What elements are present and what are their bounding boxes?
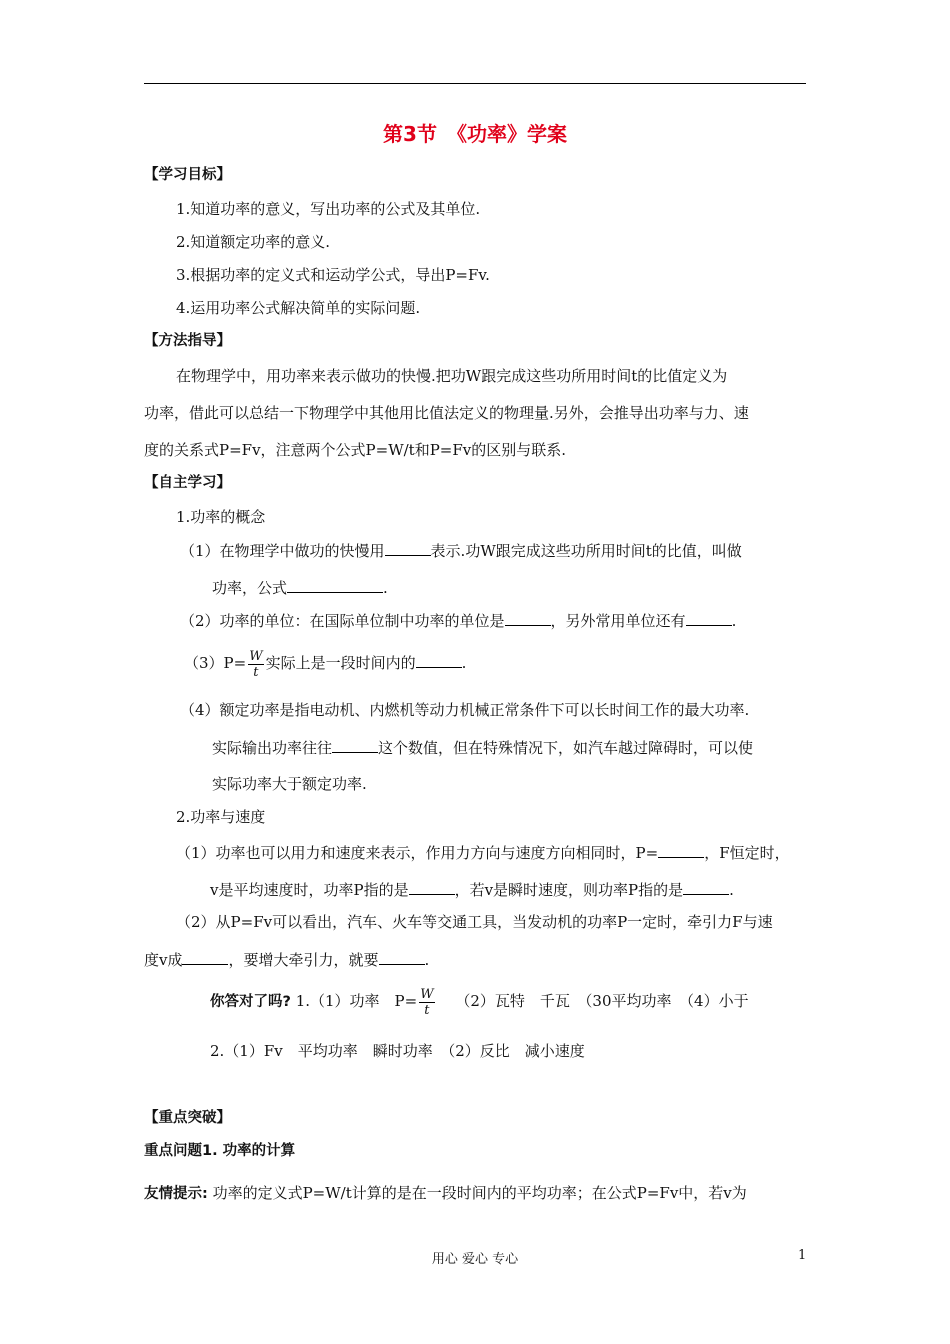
- subsection-title: 2.功率与速度: [176, 808, 266, 826]
- question-line: （2）功率的单位：在国际单位制中功率的单位是 ，另外常用单位还有 .: [180, 612, 737, 630]
- fill-blank[interactable]: [505, 610, 551, 626]
- fraction-w-over-t: $\frac{W}{t}$: [420, 986, 434, 1018]
- question-line: 度v成 ，要增大牵引力，就要 .: [144, 951, 430, 969]
- question-line: （2）从P=Fv可以看出，汽车、火车等交通工具，当发动机的功率P一定时，牵引力F与速: [176, 913, 773, 931]
- fill-blank[interactable]: [379, 949, 425, 965]
- answer-line: 你答对了吗? 1.（1）功率 P= $\frac{W}{t}$ （2）瓦特 千瓦 （30平均功率 （4）小于: [210, 986, 749, 1018]
- fill-blank[interactable]: [416, 652, 462, 668]
- question-line: （1）在物理学中做功的快慢用 表示.功W跟完成这些功所用时间t的比值，叫做: [180, 542, 742, 560]
- method-paragraph-line: 在物理学中，用功率来表示做功的快慢.把功W跟完成这些功所用时间t的比值定义为: [176, 367, 728, 385]
- objective-item: 4.运用功率公式解决简单的实际问题.: [176, 299, 421, 317]
- objective-item: 3.根据功率的定义式和运动学公式，导出P=Fv.: [176, 266, 490, 284]
- question-line: （1）功率也可以用力和速度来表示，作用力方向与速度方向相同时，P= ，F恒定时，: [176, 844, 790, 862]
- fraction-w-over-t: $\frac{W}{t}$: [249, 648, 263, 680]
- objective-item: 2.知道额定功率的意义.: [176, 233, 331, 251]
- page-title: 第3节 《功率》学案: [383, 122, 567, 146]
- question-line: （3）P= $\frac{W}{t}$ 实际上是一段时间内的 .: [184, 648, 467, 680]
- hint-line: 友情提示: 功率的定义式P=W/t计算的是在一段时间内的平均功率；在公式P=Fv中，若v为: [144, 1184, 747, 1202]
- answers-label: 你答对了吗?: [210, 994, 291, 1010]
- question-line: 实际输出功率往往 这个数值，但在特殊情况下，如汽车越过障碍时，可以使: [212, 739, 754, 757]
- page-number: 1: [798, 1248, 807, 1263]
- objectives-heading: 【学习目标】: [144, 167, 231, 183]
- question-line: v是平均速度时，功率P指的是 ，若v是瞬时速度，则功率P指的是 .: [210, 881, 734, 899]
- key-problem-title: 重点问题1. 功率的计算: [144, 1143, 296, 1159]
- fill-blank[interactable]: [683, 879, 729, 895]
- fill-blank[interactable]: [658, 842, 704, 858]
- self-study-heading: 【自主学习】: [144, 475, 231, 491]
- question-line: （4）额定功率是指电动机、内燃机等动力机械正常条件下可以长时间工作的最大功率.: [180, 701, 750, 719]
- question-line: 实际功率大于额定功率.: [212, 775, 367, 793]
- fill-blank[interactable]: [287, 577, 383, 593]
- objective-item: 1.知道功率的意义，写出功率的公式及其单位.: [176, 200, 481, 218]
- fill-blank[interactable]: [686, 610, 732, 626]
- answer-line: 2.（1）Fv 平均功率 瞬时功率 （2）反比 减小速度: [210, 1042, 585, 1060]
- fill-blank[interactable]: [385, 540, 431, 556]
- fill-blank[interactable]: [182, 949, 228, 965]
- hint-label: 友情提示:: [144, 1186, 208, 1202]
- method-paragraph-line: 功率，借此可以总结一下物理学中其他用比值法定义的物理量.另外，会推导出功率与力、速: [144, 404, 749, 422]
- footer-motto: 用心 爱心 专心: [431, 1252, 519, 1267]
- method-paragraph-line: 度的关系式P=Fv，注意两个公式P=W/t和P=Fv的区别与联系.: [144, 441, 567, 459]
- fill-blank[interactable]: [409, 879, 455, 895]
- method-heading: 【方法指导】: [144, 333, 231, 349]
- question-line: 功率，公式 .: [212, 579, 388, 597]
- key-heading: 【重点突破】: [144, 1110, 231, 1126]
- subsection-title: 1.功率的概念: [176, 508, 266, 526]
- fill-blank[interactable]: [332, 737, 378, 753]
- header-rule: [144, 83, 806, 84]
